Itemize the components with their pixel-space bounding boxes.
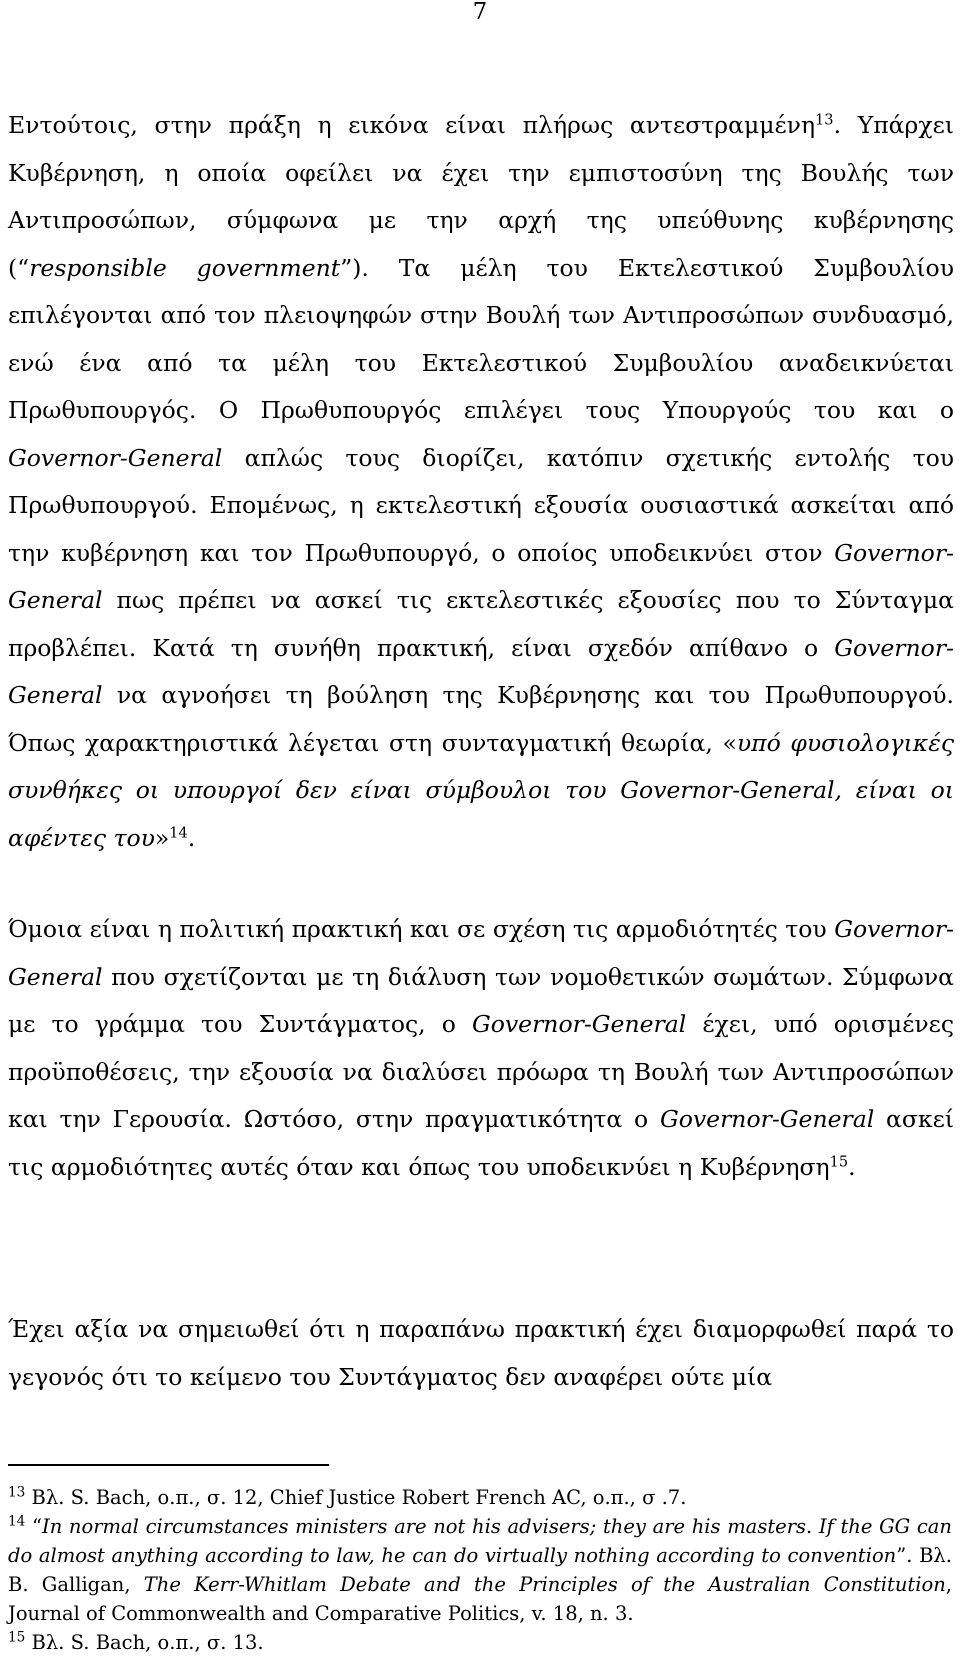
- text-run: .: [848, 1152, 856, 1181]
- text-run: ”). Τα μέλη του Εκτελεστικού Συμβουλίου επιλέγονται από τον πλειοψηφών στην Βουλή των Αντιπροσώπων συνδυασμό, ενώ ένα από τα μέλη του Εκτελεστικού Συμβουλίου αναδεικνύεται Πρωθυπουργός. Ο Πρωθυπουργός επιλέγει τους Υπουργούς του και ο: [8, 253, 954, 424]
- footnote-separator: [8, 1464, 329, 1466]
- footnote-ref: 13: [8, 1484, 26, 1501]
- text-run: να αγνοήσει τη βούληση της Κυβέρνησης και του Πρωθυπουργού. Όπως χαρακτηριστικά λέγεται στη συνταγματική θεωρία, «: [8, 681, 954, 757]
- page-number: 7: [472, 0, 488, 25]
- text-run: , Journal of Commonwealth and Comparative Politics, v. 18, n. 3.: [8, 1573, 952, 1625]
- footnote-13: [8, 1483, 952, 1512]
- footnotes: [8, 1483, 952, 1657]
- footnote-ref: 15: [829, 1152, 849, 1170]
- text-run: που σχετίζονται με τη διάλυση των νομοθετικών σωμάτων. Σύμφωνα με το γράμμα του Συντάγματος, ο: [8, 962, 954, 1038]
- text-run: Βλ. S. Bach, ο.π., σ. 12, Chief Justice Robert French AC, ο.π., σ .7.: [25, 1486, 687, 1509]
- text-run: ”. Βλ. B. Galligan,: [8, 1544, 952, 1596]
- footnote-15: [8, 1628, 952, 1657]
- italic-text: The Kerr-Whitlam Debate and the Principles of the Australian Constitution: [143, 1573, 946, 1596]
- paragraph-3: [8, 1306, 954, 1401]
- text-run: Έχει αξία να σημειωθεί ότι η παραπάνω πρακτική έχει διαμορφωθεί παρά το γεγονός ότι το κείμενο του Συντάγματος δεν αναφέρει ούτε μία: [8, 1315, 954, 1391]
- text-run: Εντούτοις, στην πράξη η εικόνα είναι πλήρως αντεστραμμένη: [8, 111, 816, 139]
- italic-text: Governor-General: [8, 633, 954, 709]
- italic-text: Governor-General: [659, 1105, 875, 1133]
- footnote-ref: 14: [8, 1513, 26, 1530]
- footnote-ref: 13: [815, 111, 834, 129]
- text-run: »: [154, 823, 170, 852]
- paragraph-2: [8, 906, 954, 1191]
- text-run: Βλ. S. Bach, ο.π., σ. 13.: [25, 1631, 264, 1654]
- text-run: Όμοια είναι η πολιτική πρακτική και σε σχέση τις αρμοδιότητές του: [8, 915, 835, 943]
- text-run: . Υπάρχει Κυβέρνηση, η οποία οφείλει να έχει την εμπιστοσύνη της Βουλής των Αντιπροσώπων, σύμφωνα με την αρχή της υπεύθυνης κυβέρνησης (“: [8, 111, 954, 282]
- italic-text: Governor-General: [8, 538, 954, 614]
- text-run: ασκεί τις αρμοδιότητες αυτές όταν και όπως του υποδεικνύει η Κυβέρνηση: [8, 1105, 954, 1181]
- italic-text: responsible government: [29, 253, 341, 282]
- italic-text: Governor-General: [8, 915, 954, 991]
- text-run: πως πρέπει να ασκεί τις εκτελεστικές εξουσίες που το Σύνταγμα προβλέπει. Κατά τη συνήθη πρακτική, είναι σχεδόν απίθανο ο: [8, 586, 954, 662]
- footnote-ref: 14: [169, 823, 188, 841]
- italic-text: Governor-General: [471, 1010, 687, 1038]
- footnote-ref: 15: [8, 1629, 26, 1646]
- paragraph-1: [8, 102, 954, 862]
- text-run: .: [187, 823, 196, 852]
- italic-text: In normal circumstances ministers are not his advisers; they are his masters. If the GG can do almost anything according to law, he can do virtually nothing according to convention: [8, 1515, 952, 1567]
- italic-text: Governor-General: [8, 443, 223, 472]
- italic-text: υπό φυσιολογικές συνθήκες οι υπουργοί δεν είναι σύμβουλοι του Governor-General, είναι οι αφέντες του: [8, 728, 954, 852]
- text-run: “: [25, 1515, 42, 1538]
- text-run: απλώς τους διορίζει, κατόπιν σχετικής εντολής του Πρωθυπουργού. Επομένως, η εκτελεστική εξουσία ουσιαστικά ασκείται από την κυβέρνηση και τον Πρωθυπουργό, ο οποίος υποδεικνύει στον: [8, 443, 954, 567]
- footnote-14: [8, 1512, 952, 1628]
- text-run: έχει, υπό ορισμένες προϋποθέσεις, την εξουσία να διαλύσει πρόωρα τη Βουλή των Αντιπροσώπων και την Γερουσία. Ωστόσο, στην πραγματικότητα ο: [8, 1010, 954, 1133]
